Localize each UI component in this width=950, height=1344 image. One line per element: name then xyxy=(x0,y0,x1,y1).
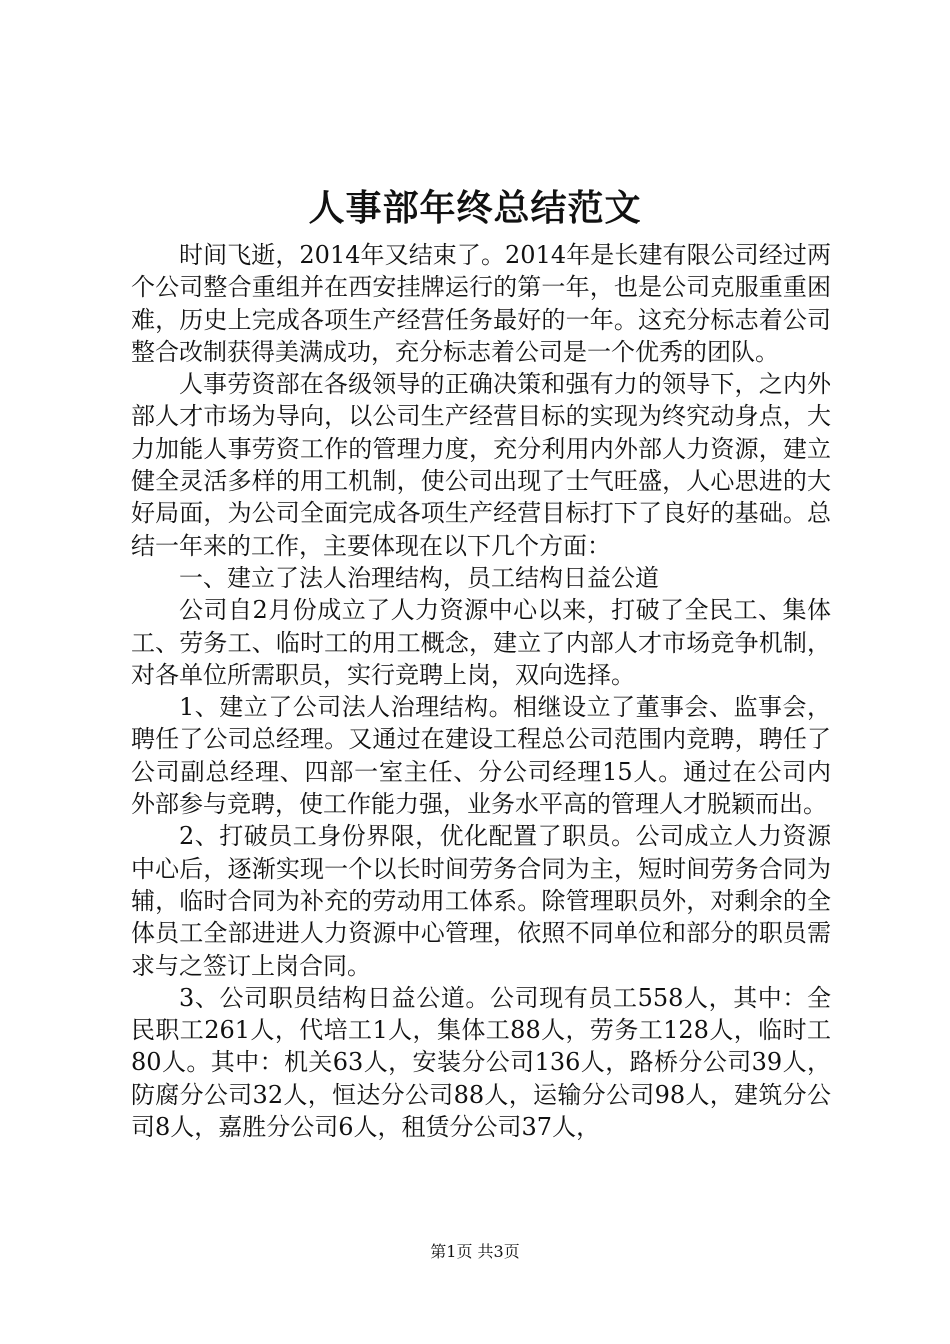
paragraph-item-2: 2、打破员工身份界限，优化配置了职员。公司成立人力资源中心后，逐渐实现一个以长时间劳务合同为主，短时间劳务合同为辅，临时合同为补充的劳动用工体系。除管理职员外，对剩余的全体员工全部进进人力资源中心管理，依照不同单位和部分的职员需求与之签订上岗合同。 xyxy=(131,822,831,980)
paragraph-item-3: 3、公司职员结构日益公道。公司现有员工558人，其中：全民职工261人，代培工1人，集体工88人，劳务工128人，临时工80人。其中：机关63人，安装分公司136人，路桥分公司39人，防腐分公司32人，恒达分公司88人，运输分公司98人，建筑分公司8人，嘉胜分公司6人，租赁分公司37人， xyxy=(131,983,831,1142)
paragraph-overview: 人事劳资部在各级领导的正确决策和强有力的领导下，之内外部人才市场为导向，以公司生产经营目标的实现为终究动身点，大力加能人事劳资工作的管理力度，充分利用内外部人力资源，建立健全灵活多样的用工机制，使公司出现了士气旺盛，人心思进的大好局面，为公司全面完成各项生产经营目标打下了良好的基础。总结一年来的工作，主要体现在以下几个方面： xyxy=(131,370,831,560)
document-body xyxy=(131,239,831,1143)
paragraph-intro: 时间飞逝，2014年又结束了。2014年是长建有限公司经过两个公司整合重组并在西安挂牌运行的第一年，也是公司克服重重困难，历史上完成各项生产经营任务最好的一年。这充分标志着公司整合改制获得美满成功，充分标志着公司是一个优秀的团队。 xyxy=(131,241,831,366)
section-heading-1: 一、建立了法人治理结构，员工结构日益公道 xyxy=(179,563,659,592)
document-title: 人事部年终总结范文 xyxy=(308,187,642,229)
paragraph-hr-center: 公司自2月份成立了人力资源中心以来，打破了全民工、集体工、劳务工、临时工的用工概念，建立了内部人才市场竞争机制，对各单位所需职员，实行竞聘上岗，双向选择。 xyxy=(131,596,831,689)
page-footer: 第1页 共3页 xyxy=(430,1242,520,1261)
paragraph-item-1: 1、建立了公司法人治理结构。相继设立了董事会、监事会，聘任了公司总经理。又通过在建设工程总公司范围内竞聘，聘任了公司副总经理、四部一室主任、分公司经理15人。通过在公司内外部参与竞聘，使工作能力强，业务水平高的管理人才脱颖而出。 xyxy=(131,693,831,819)
